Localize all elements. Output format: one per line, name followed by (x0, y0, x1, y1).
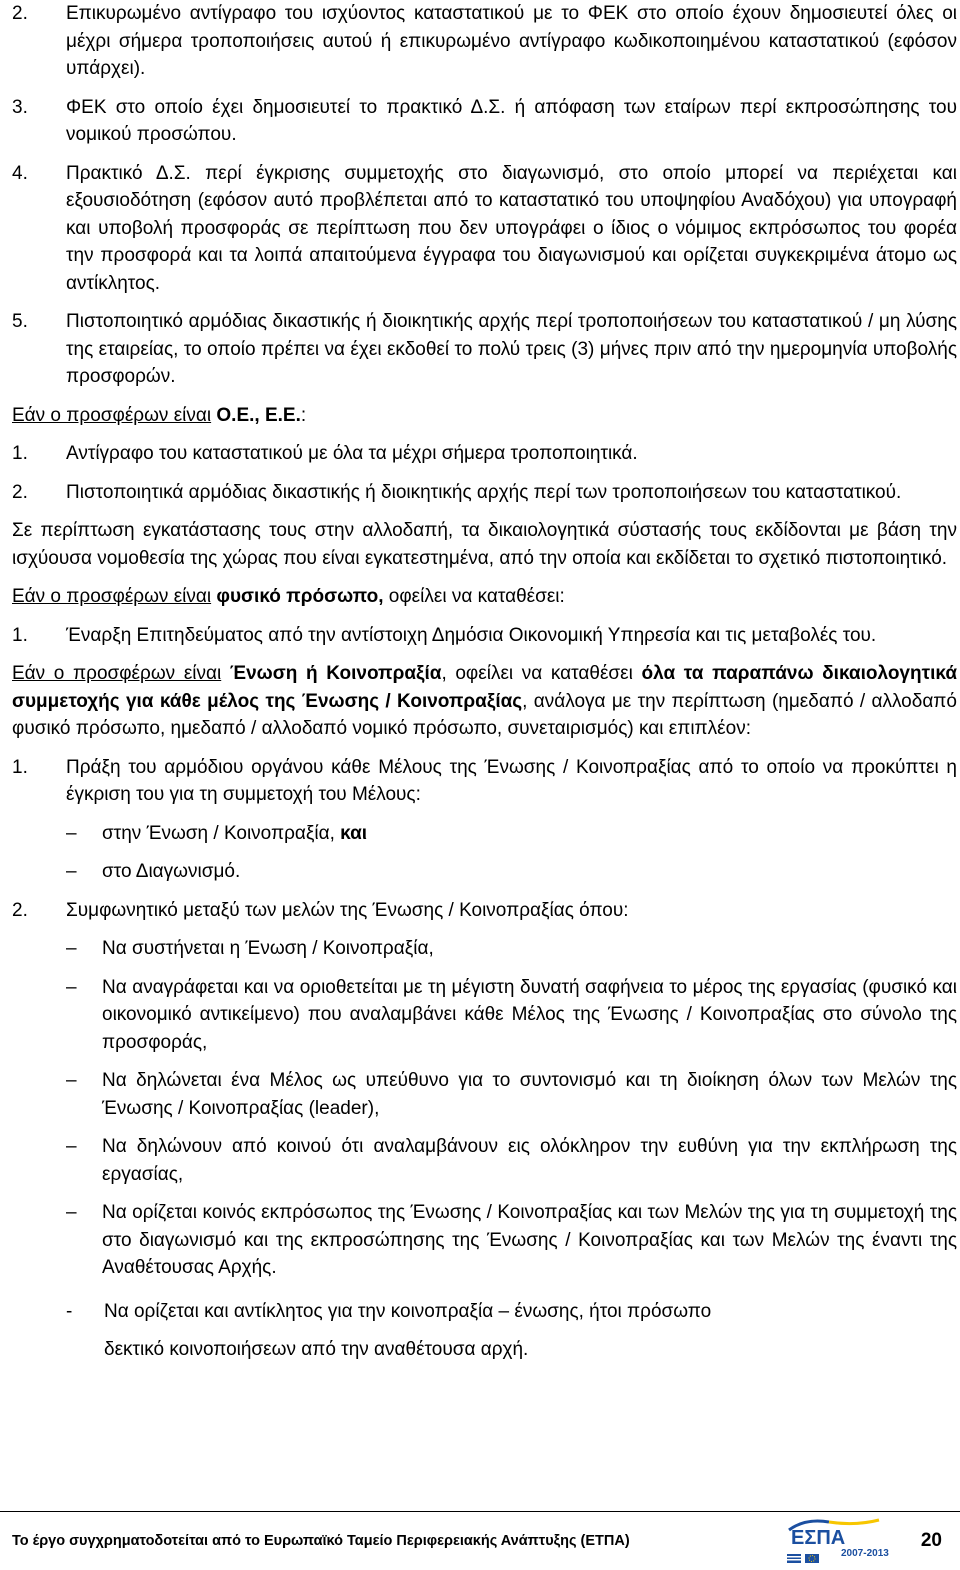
greek-flag-icon (787, 1554, 801, 1563)
page-number: 20 (920, 1530, 942, 1551)
espa-logo (785, 1516, 889, 1566)
item-number: 2. (12, 3, 28, 24)
list-item (12, 622, 957, 650)
item-text: Να συστήνεται η Ένωση / Κοινοπραξία, (102, 938, 434, 959)
foreign-paragraph: Σε περίπτωση εγκατάστασης τους στην αλλοδαπή, τα δικαιολογητικά σύστασής τους εκδίδονται με βάση την ισχύουσα νομοθεσία της χώρας που είναι εγκατεστημένα, από την οποία και εκδίδεται το σχετικό πιστοποιητικό. (12, 520, 957, 569)
item-text-line-1: Να ορίζεται και αντίκλητος για την κοινοπραξία – ένωσης, ήτοι πρόσωπο (104, 1300, 712, 1322)
sub-list-item (66, 1067, 957, 1122)
item-text: Να δηλώνεται ένα Μέλος ως υπεύθυνο για το συντονισμό και τη διοίκηση όλων των Μελών της Ένωσης / Κοινοπραξίας (leader), (102, 1070, 957, 1119)
list-item (12, 94, 957, 149)
last-item-text (104, 1293, 711, 1369)
item-text: Να δηλώνουν από κοινού ότι αναλαμβάνουν εις ολόκληρον την ευθύνη για την εκπλήρωση της εργασίας, (102, 1136, 957, 1185)
dash-bullet: – (66, 861, 77, 882)
item-number: 5. (12, 311, 28, 332)
item-number: 2. (12, 899, 28, 921)
item-text: Συμφωνητικό μεταξύ των μελών της Ένωσης / Κοινοπραξίας όπου: (66, 899, 629, 921)
list-items-b (12, 440, 957, 506)
sub-list-item (66, 1133, 957, 1188)
dash-bullet: – (66, 1070, 77, 1091)
heading-underlined: Εάν ο προσφέρων είναι (12, 404, 212, 426)
logo-text: ΕΣΠΑ (790, 1527, 846, 1549)
dash-bullet: – (66, 1202, 77, 1223)
item-number: 3. (12, 96, 28, 118)
footer-rule (0, 1511, 960, 1512)
item-bold: και (340, 822, 368, 844)
item-text: Πιστοποιητικά αρμόδιας δικαστικής ή διοικητικής αρχής περί των τροποποιήσεων του καταστατικού. (66, 481, 902, 503)
sub-list-item (66, 820, 957, 848)
dash-bullet: – (66, 1136, 77, 1157)
item-text: ΦΕΚ στο οποίο έχει δημοσιευτεί το πρακτικό Δ.Σ. ή απόφαση των εταίρων περί εκπροσώπησης του νομικού προσώπου. (66, 96, 957, 145)
natural-person-heading (12, 583, 957, 611)
item-text: στην Ένωση / Κοινοπραξία, (102, 822, 335, 844)
heading-underlined: Εάν ο προσφέρων είναι (12, 663, 222, 684)
item-number: 4. (12, 162, 28, 184)
oe-heading (12, 402, 957, 430)
footer-funding-text: Το έργο συγχρηματοδοτείται από το Ευρωπαϊκό Ταμείο Περιφερειακής Ανάπτυξης (ΕΤΠΑ) (12, 1533, 630, 1549)
list-item (12, 0, 957, 83)
joint-bold-2: όλα τα παραπάνω δικαιολογητικά συμμετοχής για κάθε μέλος της Ένωσης / Κοινοπραξίας (12, 663, 958, 712)
item-text: Πιστοποιητικό αρμόδιας δικαστικής ή διοικητικής αρχής περί τροποποιήσεων του καταστατικού / μη λύσης της εταιρείας, το οποίο πρέπει να έχει εκδοθεί το πολύ τρεις (3) μήνες πριν από την ημερομηνία υποβολής προσφορών. (66, 311, 957, 387)
eu-flag-icon (805, 1554, 819, 1563)
item-text: Πρακτικό Δ.Σ. περί έγκρισης συμμετοχής στο διαγωνισμό, στο οποίο μπορεί να περιέχεται και εξουσιοδότηση (εφόσον αυτό προβλέπεται από το καταστατικό του υποψηφίου Αναδόχου) για υπογραφή και υποβολή προσφοράς σε περίπτωση που δεν υπογράφει ο ίδιος ο νόμιμος εκπρόσωπος του φορέα την προσφορά και τα λοιπά απαιτούμενα έγγραφα του διαγωνισμού και ορίζεται συγκεκριμένα άτομο ως αντίκλητος. (66, 162, 957, 294)
item-number: 1. (12, 443, 28, 464)
list-item (12, 440, 957, 468)
sub-list-item (66, 974, 957, 1057)
dash-bullet: – (66, 822, 77, 844)
joint-text-2: , ανάλογα με την περίπτωση (ημεδαπό / αλλοδαπό φυσικό πρόσωπο, ημεδαπό / αλλοδαπό νομικό πρόσωπο, συνεταιρισμός) και επιπλέον: (12, 690, 957, 739)
item-text: Να ορίζεται κοινός εκπρόσωπος της Ένωσης / Κοινοπραξίας και των Μελών της για τη συμμετοχή της στο διαγωνισμό και της εκπροσώπησης της Ένωσης / Κοινοπραξίας και των Μελών της έναντι της Αναθέτουσας Αρχής. (102, 1202, 957, 1278)
sub-list-item (66, 1199, 957, 1282)
dash-bullet: – (66, 976, 77, 998)
sub-list-item (66, 858, 957, 886)
list-item (12, 160, 957, 298)
list-item (12, 479, 957, 507)
heading-bold: φυσικό πρόσωπο, (216, 586, 384, 607)
sub-list-item-last (66, 1293, 957, 1369)
item-number: 2. (12, 481, 28, 503)
heading-rest: οφείλει να καταθέσει: (388, 586, 565, 607)
sub-list-item (66, 935, 957, 963)
list-item (12, 754, 957, 809)
list-items-a (12, 0, 957, 391)
joint-text-1: , οφείλει να καταθέσει (441, 663, 633, 684)
item-number: 1. (12, 624, 28, 646)
list-item (12, 308, 957, 391)
item-text: Έναρξη Επιτηδεύματος από την αντίστοιχη Δημόσια Οικονομική Υπηρεσία και τις μεταβολές του. (66, 624, 877, 646)
document-page (12, 0, 957, 1369)
heading-bold: Ο.Ε., Ε.Ε. (216, 404, 301, 426)
joint-venture-paragraph (12, 660, 957, 743)
list-item (12, 897, 957, 925)
dash-bullet: – (66, 938, 77, 959)
footer-right (785, 1516, 942, 1566)
heading-rest: : (300, 404, 307, 426)
item-text-line-2: δεκτικό κοινοποιήσεων από την αναθέτουσα αρχή. (104, 1338, 529, 1360)
joint-bold-1: Ένωση ή Κοινοπραξία (229, 663, 442, 684)
item-number: 1. (12, 756, 28, 778)
page-footer (12, 1516, 942, 1566)
hyphen-bullet: - (66, 1300, 73, 1322)
item-text: Επικυρωμένο αντίγραφο του ισχύοντος καταστατικού με το ΦΕΚ στο οποίο έχουν δημοσιευτεί όλες οι μέχρι σήμερα τροποποιήσεις αυτού ή επικυρωμένο αντίγραφο κωδικοποιημένου καταστατικού (εφόσον υπάρχει). (66, 3, 957, 79)
item-text: Αντίγραφο του καταστατικού με όλα τα μέχρι σήμερα τροποποιητικά. (66, 443, 638, 464)
heading-underlined: Εάν ο προσφέρων είναι (12, 586, 212, 607)
logo-years: 2007-2013 (840, 1548, 889, 1559)
item-text: Να αναγράφεται και να οριοθετείται με τη μέγιστη δυνατή σαφήνεια το μέρος της εργασίας (φυσικό και οικονομικό αντικείμενο) που αναλαμβάνει κάθε Μέλος της Ένωσης / Κοινοπραξίας στο σύνολο της προσφοράς, (102, 976, 957, 1053)
item-text: στο Διαγωνισμό. (102, 861, 241, 882)
item-text: Πράξη του αρμόδιου οργάνου κάθε Μέλους της Ένωσης / Κοινοπραξίας από το οποίο να προκύπτει η έγκριση του για τη συμμετοχή του Μέλους: (66, 756, 957, 805)
